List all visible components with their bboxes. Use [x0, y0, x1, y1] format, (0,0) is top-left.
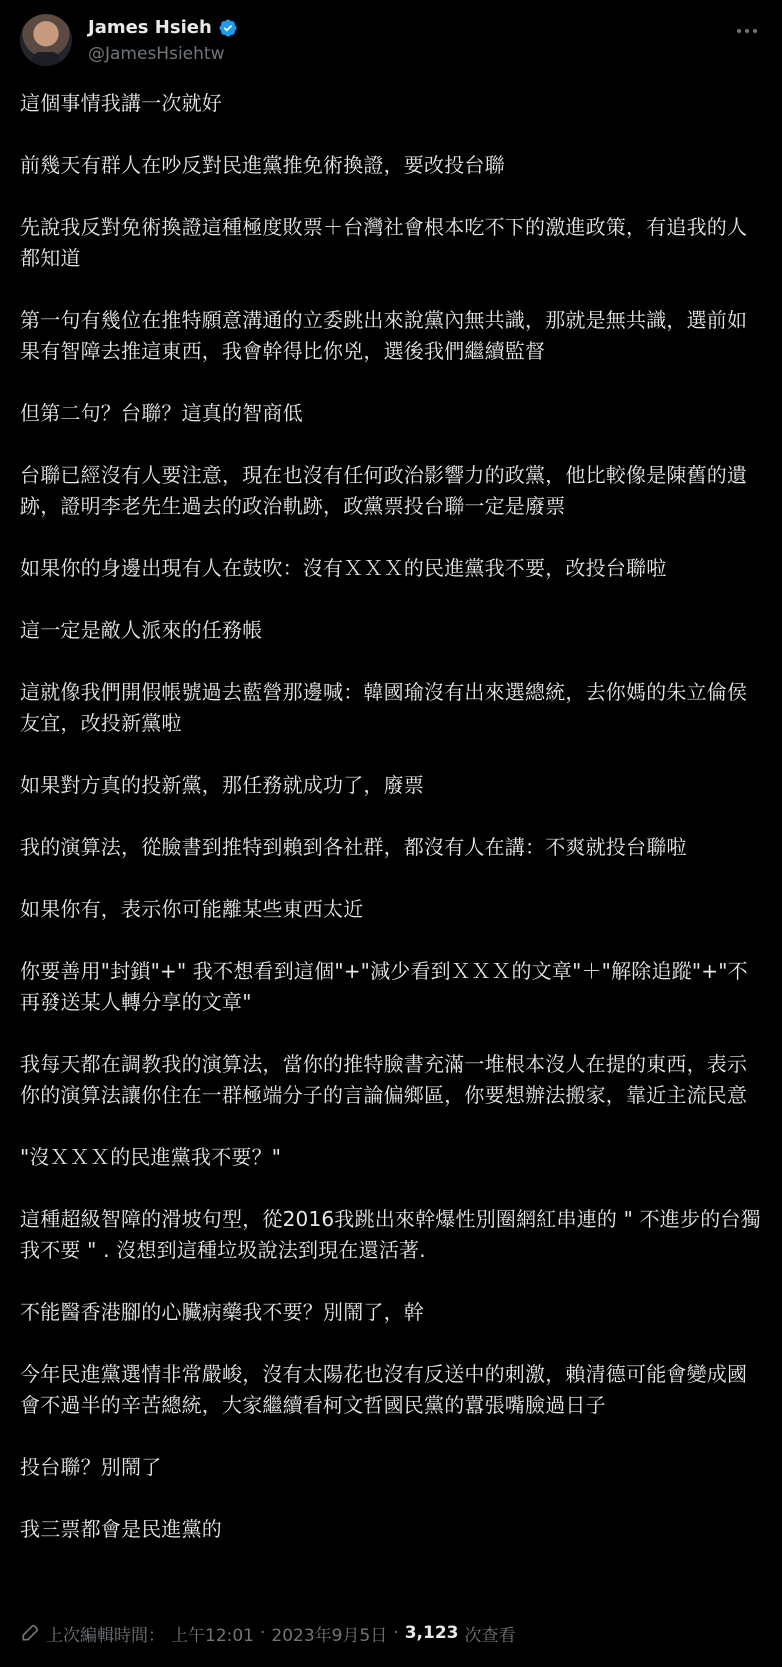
edit-pencil-icon [20, 1623, 40, 1643]
paragraph: 你要善用"封鎖"+" 我不想看到這個"+"減少看到ＸＸＸ的文章"＋"解除追蹤"+"不再發送某人轉分享的文章" [20, 959, 748, 1014]
paragraph: "沒ＸＸＸ的民進黨我不要？" [20, 1145, 282, 1169]
paragraph: 如果你的身邊出現有人在鼓吹：沒有ＸＸＸ的民進黨我不要，改投台聯啦 [20, 556, 667, 580]
paragraph: 投台聯？別鬧了 [20, 1455, 162, 1479]
more-dot-icon [737, 29, 741, 33]
views-label: 次查看 [464, 1625, 516, 1646]
paragraph: 這種超級智障的滑坡句型，從2016我跳出來幹爆性別圈網紅串連的 " 不進步的台獨我不要 " . 沒想到這種垃圾說法到現在還活著. [20, 1207, 761, 1262]
views-count: 3,123 [404, 1623, 459, 1643]
tweet-text [20, 88, 765, 1576]
paragraph: 如果你有，表示你可能離某些東西太近 [20, 897, 364, 921]
author-handle[interactable]: @JamesHsiehtw [88, 44, 225, 64]
paragraph: 前幾天有群人在吵反對民進黨推免術換證，要改投台聯 [20, 153, 505, 177]
author-identity [88, 16, 238, 66]
dot-separator: · [260, 1623, 266, 1643]
verified-badge-icon [218, 18, 238, 38]
avatar[interactable] [20, 14, 72, 66]
tweet-header [20, 14, 762, 70]
dot-separator: · [393, 1623, 399, 1643]
paragraph: 台聯已經沒有人要注意，現在也沒有任何政治影響力的政黨，他比較像是陳舊的遺跡，證明李老先生過去的政治軌跡，政黨票投台聯一定是廢票 [20, 463, 748, 518]
name-row [88, 16, 238, 40]
paragraph: 這一定是敵人派來的任務帳 [20, 618, 263, 642]
paragraph: 我每天都在調教我的演算法，當你的推特臉書充滿一堆根本沒人在提的東西，表示你的演算法讓你住在一群極端分子的言論偏鄉區，你要想辦法搬家，靠近主流民意 [20, 1052, 748, 1107]
paragraph: 今年民進黨選情非常嚴峻，沒有太陽花也沒有反送中的刺激，賴清德可能會變成國會不過半的辛苦總統，大家繼續看柯文哲國民黨的囂張嘴臉過日子 [20, 1362, 748, 1417]
paragraph: 但第二句？台聯？這真的智商低 [20, 401, 303, 425]
edited-label[interactable]: 上次編輯時間： [46, 1625, 165, 1646]
post-date[interactable]: 2023年9月5日 [271, 1625, 388, 1646]
paragraph: 第一句有幾位在推特願意溝通的立委跳出來說黨內無共識，那就是無共識，選前如果有智障去推這東西，我會幹得比你兇，選後我們繼續監督 [20, 308, 748, 363]
post-time[interactable]: 上午12:01 [171, 1625, 254, 1646]
paragraph: 我的演算法，從臉書到推特到賴到各社群，都沒有人在講：不爽就投台聯啦 [20, 835, 687, 859]
tweet-footer [20, 1618, 516, 1648]
paragraph: 如果對方真的投新黨，那任務就成功了，廢票 [20, 773, 424, 797]
author-name[interactable]: James Hsieh [88, 17, 212, 38]
paragraph: 不能醫香港腳的心臟病藥我不要？別鬧了，幹 [20, 1300, 424, 1324]
paragraph: 這個事情我講一次就好 [20, 91, 222, 115]
more-dot-icon [745, 29, 749, 33]
more-options-button[interactable] [732, 16, 762, 46]
paragraph: 這就像我們開假帳號過去藍營那邊喊：韓國瑜沒有出來選總統，去你媽的朱立倫侯友宜，改投新黨啦 [20, 680, 748, 735]
paragraph: 先說我反對免術換證這種極度敗票＋台灣社會根本吃不下的激進政策，有追我的人都知道 [20, 215, 748, 270]
paragraph: 我三票都會是民進黨的 [20, 1517, 222, 1541]
more-dot-icon [753, 29, 757, 33]
